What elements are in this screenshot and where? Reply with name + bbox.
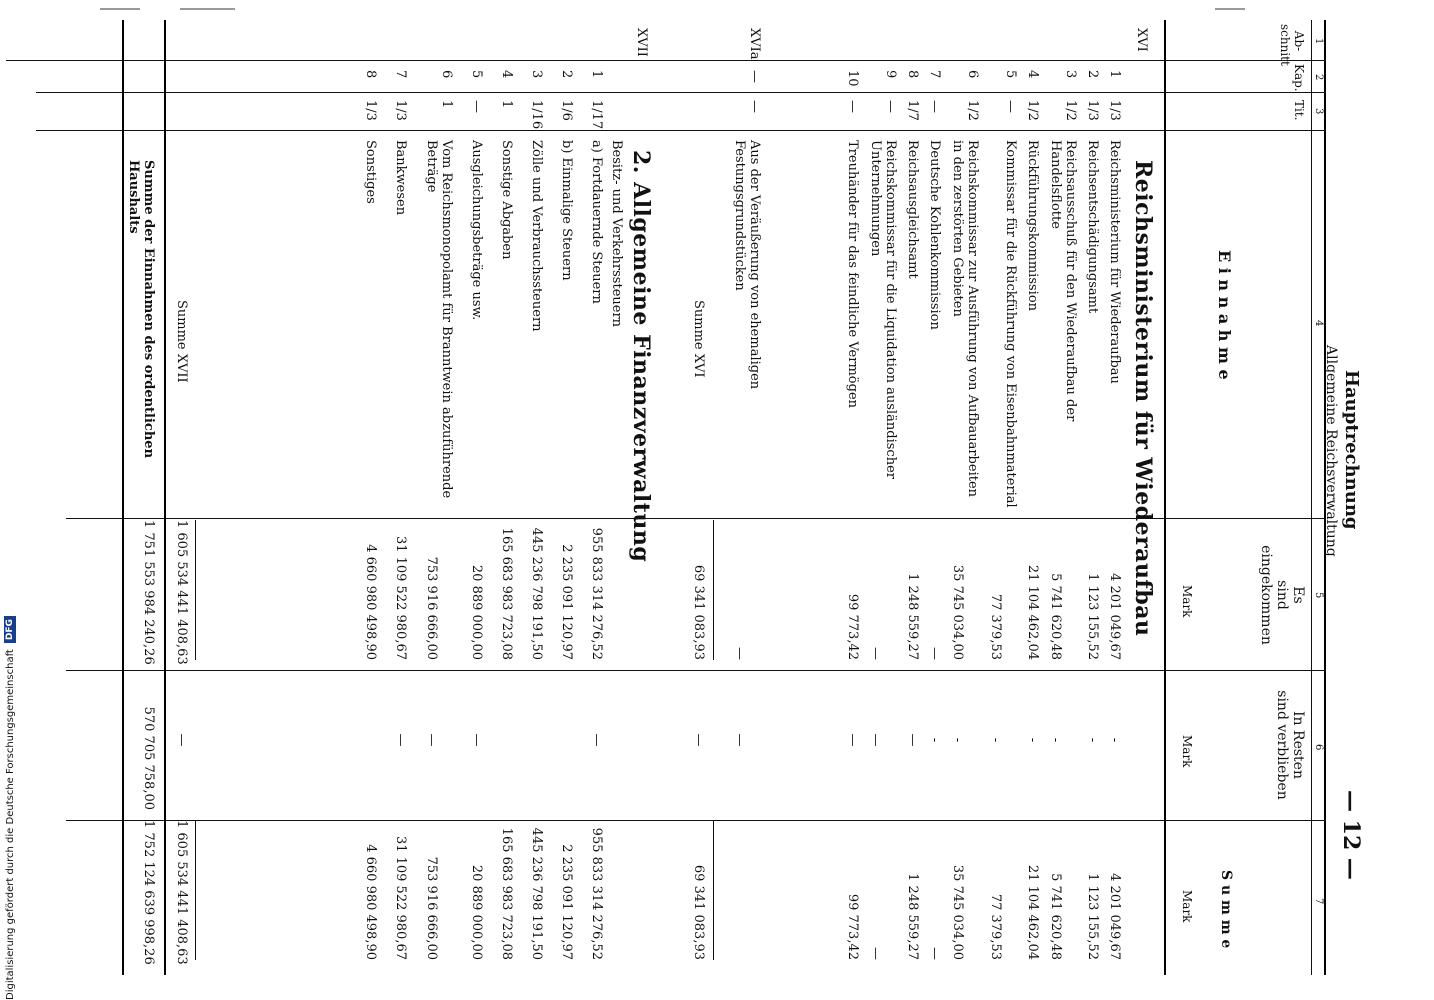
grand-total-eingekommen: 1 751 553 984 240,26 <box>141 520 156 665</box>
row-kap: 4 <box>499 70 514 79</box>
row-resten: - <box>927 737 942 743</box>
sum-summe: 69 341 083,93 <box>691 864 706 960</box>
row-eingekommen: 31 109 522 980,67 <box>393 535 408 660</box>
row-tit: — <box>845 100 860 113</box>
sum-label: Summe XVI <box>691 300 706 378</box>
colnum-3: 3 <box>1313 108 1324 115</box>
row-summe: 99 773,42 <box>845 893 860 960</box>
row-summe: 445 236 798 191,50 <box>529 827 544 960</box>
row-desc: Rückführungskommission <box>1025 140 1040 312</box>
row-eingekommen: 165 683 983 723,08 <box>499 527 514 660</box>
row-resten: - <box>1025 737 1040 743</box>
row-desc: Reichskommissar zur Ausführung von Aufbauarbeiten in den zerstörten Gebieten <box>950 140 980 498</box>
row-tit: — <box>469 100 484 113</box>
row-desc: Treuhänder für das feindliche Vermögen <box>845 140 860 409</box>
sum-resten: — <box>691 733 706 747</box>
colnum-7: 7 <box>1313 898 1324 905</box>
row-tit: 1/2 <box>965 100 980 121</box>
row-eingekommen: 21 104 462,04 <box>1025 564 1040 660</box>
row-kap: 1 <box>1107 70 1122 79</box>
row-tit: — <box>1003 100 1018 113</box>
row-summe: 4 660 980 498,90 <box>363 844 378 960</box>
sum-eingekommen: 69 341 083,93 <box>691 564 706 660</box>
header-summe: S u m m e <box>1218 870 1234 949</box>
row-tit: 1/6 <box>559 100 574 121</box>
grand-total-resten: 570 705 758,00 <box>141 706 156 810</box>
row-eingekommen: 445 236 798 191,50 <box>529 527 544 660</box>
row-kap: 8 <box>905 70 920 79</box>
row-tit: 1/2 <box>1025 100 1040 121</box>
row-eingekommen: 20 889 000,00 <box>469 564 484 660</box>
row-tit: 1/16 <box>529 100 544 130</box>
page-subtitle: Allgemeine Reichsverwaltung <box>1323 345 1339 557</box>
row-tit: 1/3 <box>393 100 408 121</box>
header-eingekommen: Es sind eingekommen <box>1258 545 1306 645</box>
row-kap: — <box>747 70 762 83</box>
row-eingekommen: 5 741 620,48 <box>1048 573 1063 660</box>
colnum-6: 6 <box>1313 744 1324 751</box>
row-kap: 10 <box>845 70 860 87</box>
row-eingekommen: — <box>868 647 883 660</box>
header-tit: Tit. <box>1292 100 1306 121</box>
sum-eingekommen: 1 605 534 441 408,63 <box>174 520 189 665</box>
row-tit: 1/3 <box>1107 100 1122 121</box>
row-summe: 753 916 666,00 <box>424 856 439 960</box>
sum-rule <box>195 520 196 660</box>
dfg-logo: DFG <box>4 616 16 643</box>
colnum-2: 2 <box>1313 74 1324 81</box>
row-kap: 8 <box>363 70 378 79</box>
row-summe: — <box>927 947 942 960</box>
row-desc: Reichsentschädigungsamt <box>1085 140 1100 314</box>
header-mark-6: Mark <box>1180 735 1194 768</box>
row-summe: — <box>868 947 883 960</box>
row-desc: a) Fortdauernde Steuern <box>589 140 604 304</box>
row-desc: Vom Reichsmonopolamt für Branntwein abzuführende Beträge <box>424 140 454 499</box>
col-divider <box>36 130 1326 131</box>
header-resten: In Resten sind verblieben <box>1274 690 1306 800</box>
colnum-5: 5 <box>1313 592 1324 599</box>
sum-rule <box>713 820 714 960</box>
dfg-footer-text: Digitalisierung gefördert durch die Deutsche Forschungsgemeinschaft <box>4 649 16 1000</box>
row-kap: 6 <box>439 70 454 79</box>
row-kap: 2 <box>1085 70 1100 79</box>
sum-resten: — <box>174 733 189 747</box>
row-eingekommen: — <box>927 647 942 660</box>
row-eingekommen: 4 201 049,67 <box>1107 573 1122 660</box>
row-eingekommen: 1 123 155,52 <box>1085 573 1100 660</box>
grand-total-summe: 1 752 124 639 998,26 <box>141 820 156 965</box>
table-bottom-rule <box>122 20 124 975</box>
row-summe: 2 235 091 120,97 <box>559 844 574 960</box>
dfg-footer <box>0 0 20 1000</box>
row-desc: Reichsausgleichsamt <box>905 140 920 279</box>
row-desc: Sonstiges <box>363 140 378 204</box>
row-tit: 1/3 <box>1085 100 1100 121</box>
row-resten: - <box>950 737 965 743</box>
section-heading: Reichsministerium für Wiederaufbau <box>1130 160 1156 637</box>
header-einnahme: E i n n a h m e <box>1215 250 1234 380</box>
row-summe: 35 745 034,00 <box>950 864 965 960</box>
row-eingekommen: 753 916 666,00 <box>424 556 439 660</box>
row-resten: — <box>589 733 604 747</box>
row-desc: Kommissar für die Rückführung von Eisenbahnmaterial <box>1003 140 1018 508</box>
row-tit: — <box>883 100 898 113</box>
row-desc: Deutsche Kohlenkommission <box>927 140 942 330</box>
row-kap: 9 <box>883 70 898 79</box>
col-divider <box>36 92 1326 93</box>
page-number: — 12 — <box>1338 790 1364 880</box>
grand-total-label: Summe der Einnahmen des ordentlichen Haushalts <box>126 160 156 459</box>
section-abschnitt: XVII <box>634 28 649 57</box>
row-resten: — <box>905 733 920 747</box>
sum-label: Summe XVII <box>174 300 189 383</box>
sum-rule <box>195 820 196 960</box>
row-eingekommen: 1 248 559,27 <box>905 573 920 660</box>
row-kap: 3 <box>1063 70 1078 79</box>
row-resten: - <box>1107 737 1122 743</box>
row-kap: 7 <box>927 70 942 79</box>
row-tit: 1/7 <box>905 100 920 121</box>
row-eingekommen: 77 379,53 <box>988 593 1003 660</box>
row-summe: 21 104 462,04 <box>1025 864 1040 960</box>
row-summe: 165 683 983 723,08 <box>499 827 514 960</box>
row-tit: 1/2 <box>1063 100 1078 121</box>
row-summe: 4 201 049,67 <box>1107 873 1122 960</box>
row-resten: — <box>424 733 439 747</box>
row-resten: — <box>469 733 484 747</box>
row-desc: Reichsausschuß für den Wiederaufbau der Handelsflotte <box>1048 140 1078 422</box>
colnum-1: 1 <box>1313 38 1324 45</box>
row-summe: 1 123 155,52 <box>1085 873 1100 960</box>
row-eingekommen: 2 235 091 120,97 <box>559 544 574 660</box>
header-mark-5: Mark <box>1180 585 1194 618</box>
row-summe: 955 833 314 276,52 <box>589 827 604 960</box>
section-abschnitt: XVI <box>1134 28 1149 52</box>
header-kap: Kap. <box>1292 64 1306 92</box>
row-desc: Ausgleichungsbeträge usw. <box>469 140 484 321</box>
row-desc: Aus der Veräußerung von ehemaligen Festungsgrundstücken <box>732 140 762 390</box>
row-kap: 7 <box>393 70 408 79</box>
row-summe: 20 889 000,00 <box>469 864 484 960</box>
row-kap: 2 <box>559 70 574 79</box>
row-desc: Bankwesen <box>393 140 408 216</box>
row-eingekommen: 4 660 980 498,90 <box>363 544 378 660</box>
row-kap: 5 <box>469 70 484 79</box>
colnum-rule <box>1311 20 1312 975</box>
row-summe: 31 109 522 980,67 <box>393 835 408 960</box>
row-kap: 1 <box>589 70 604 79</box>
row-tit: — <box>747 100 762 113</box>
row-tit: 1 <box>499 100 514 109</box>
sum-rule <box>713 520 714 660</box>
section-heading: 2. Allgemeine Finanzverwaltung <box>628 150 654 563</box>
grand-total-rule <box>164 20 166 975</box>
row-eingekommen: 35 745 034,00 <box>950 564 965 660</box>
col-divider <box>6 60 1326 61</box>
section-abschnitt: XVIa <box>747 28 762 60</box>
row-kap: 6 <box>965 70 980 79</box>
sum-summe: 1 605 534 441 408,63 <box>174 820 189 965</box>
row-tit: — <box>927 100 942 113</box>
row-tit: 1/3 <box>363 100 378 121</box>
row-resten: - <box>1085 737 1100 743</box>
row-tit: 1/17 <box>589 100 604 130</box>
header-mark-7: Mark <box>1180 890 1194 923</box>
header-abschnitt: Ab- schnitt <box>1278 24 1306 66</box>
row-resten: — <box>845 733 860 747</box>
colnum-4: 4 <box>1313 320 1324 327</box>
row-eingekommen: 955 833 314 276,52 <box>589 527 604 660</box>
row-eingekommen: 99 773,42 <box>845 593 860 660</box>
row-resten: — <box>393 733 408 747</box>
row-kap: 3 <box>529 70 544 79</box>
row-kap: 5 <box>1003 70 1018 79</box>
row-desc: Reichskommissar für die Liquidation ausländischer Unternehmungen <box>868 140 898 479</box>
row-desc: Zölle und Verbrauchssteuern <box>529 140 544 332</box>
row-desc: Reichsministerium für Wiederaufbau <box>1107 140 1122 384</box>
row-resten: — <box>732 733 747 747</box>
row-desc: Sonstige Abgaben <box>499 140 514 260</box>
row-summe: 77 379,53 <box>988 893 1003 960</box>
row-resten: — <box>868 733 883 747</box>
section-subheading: Besitz- und Verkehrssteuern <box>609 140 624 328</box>
row-resten: - <box>1048 737 1063 743</box>
row-desc: b) Einmalige Steuern <box>559 140 574 281</box>
row-kap: 4 <box>1025 70 1040 79</box>
row-eingekommen: — <box>732 647 747 660</box>
row-resten: - <box>988 737 1003 743</box>
table-top-rule <box>1324 20 1326 975</box>
row-summe: 1 248 559,27 <box>905 873 920 960</box>
row-tit: 1 <box>439 100 454 109</box>
page-title: Hauptrechnung <box>1341 370 1362 530</box>
row-summe: 5 741 620,48 <box>1048 873 1063 960</box>
header-bottom-rule <box>1164 20 1166 975</box>
